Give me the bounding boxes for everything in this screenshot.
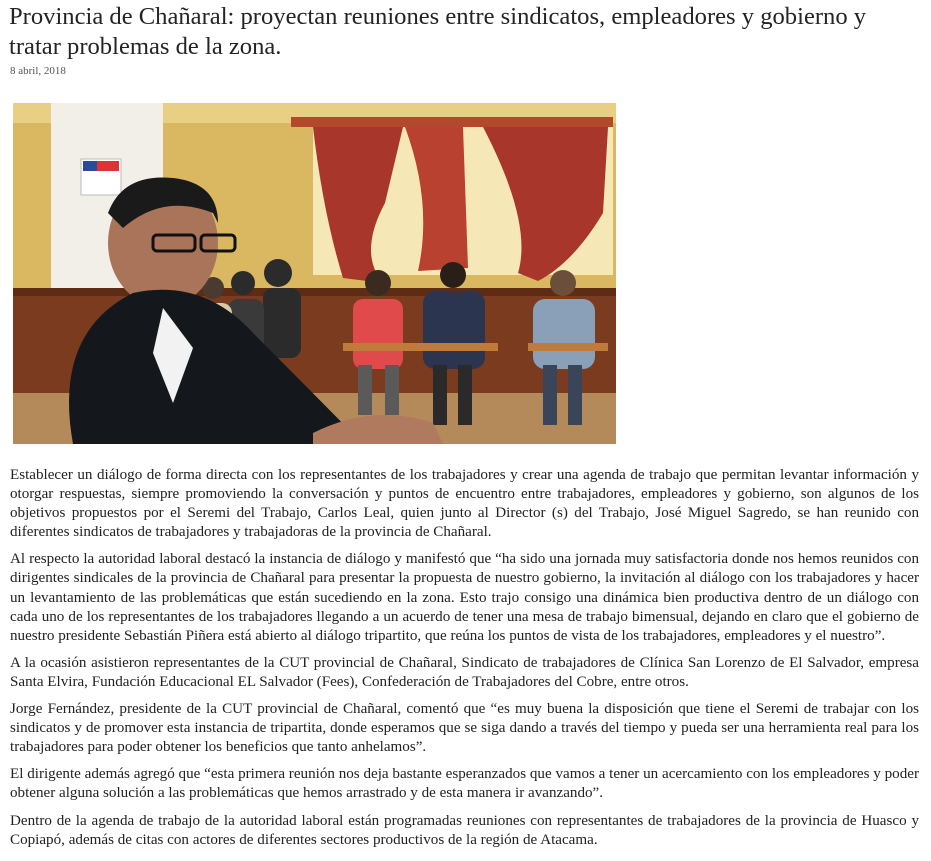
paragraph: A la ocasión asistieron representantes de la CUT provincial de Chañaral, Sindicato de trabajadores de Clínica San Lorenzo de El Salvador, empresa Santa Elvira, Fundación Educacional EL Salvador (Fees), Confederación de Trabajadores del Cobre, entre otros.	[10, 654, 919, 690]
meeting-photo-illustration	[13, 103, 616, 444]
article-title: Provincia de Chañaral: proyectan reuniones entre sindicatos, empleadores y gobierno y tratar problemas de la zona.	[9, 3, 867, 60]
article-date: 8 abril, 2018	[10, 65, 66, 77]
paragraph: Dentro de la agenda de trabajo de la autoridad laboral están programadas reuniones con representantes de trabajadores de la provincia de Huasco y Copiapó, además de citas con actores de diferentes sectores productivos de la región de Atacama.	[10, 812, 919, 848]
paragraph: El dirigente además agregó que “esta primera reunión nos deja bastante esperanzados que vamos a tener un acercamiento con los empleadores y poder obtener alguna solución a las problemáticas que hemos arrastrado y de esta manera ir avanzando”.	[10, 766, 919, 802]
paragraph: Establecer un diálogo de forma directa con los representantes de los trabajadores y crear una agenda de trabajo que permitan levantar información y otorgar respuestas, siempre promoviendo la conversación y puntos de encuentro entre trabajadores, empleadores y gobierno, son algunos de los objetivos propuestos por el Seremi del Trabajo, Carlos Leal, quien junto al Director (s) del Trabajo, José Miguel Sagredo, se han reunido con diferentes sindicatos de trabajadores y trabajadoras de la provincia de Chañaral.	[10, 467, 919, 541]
paragraph: Al respecto la autoridad laboral destacó la instancia de diálogo y manifestó que “ha sido una jornada muy satisfactoria donde nos hemos reunidos con dirigentes sindicales de la provincia de Chañaral para presentar la propuesta de nuestro gobierno, la invitación al diálogo con los trabajadores y hacer un levantamiento de las problemáticas que están sucediendo en la zona. Esto trajo consigo una dinámica bien productiva dentro de un diálogo con cada uno de los representantes de los trabajadores llegando a un acuerdo de tener una mesa de trabajo bimensual, dejando en claro que el gobierno de nuestro presidente Sebastián Piñera está abierto al diálogo tripartito, que reúna los puntos de vista de los trabajadores, empleadores y el nuestro”.	[10, 551, 919, 644]
article-body	[10, 466, 919, 858]
paragraph: Jorge Fernández, presidente de la CUT provincial de Chañaral, comentó que “es muy buena la disposición que tiene el Seremi de trabajar con los sindicatos y de promover esta instancia de tripartita, donde esperamos que se siga dando a través del tiempo y pueda ser una herramienta real para los trabajadores para poder obtener los beneficios que tanto anhelamos”.	[10, 701, 919, 756]
article-photo	[13, 103, 616, 444]
